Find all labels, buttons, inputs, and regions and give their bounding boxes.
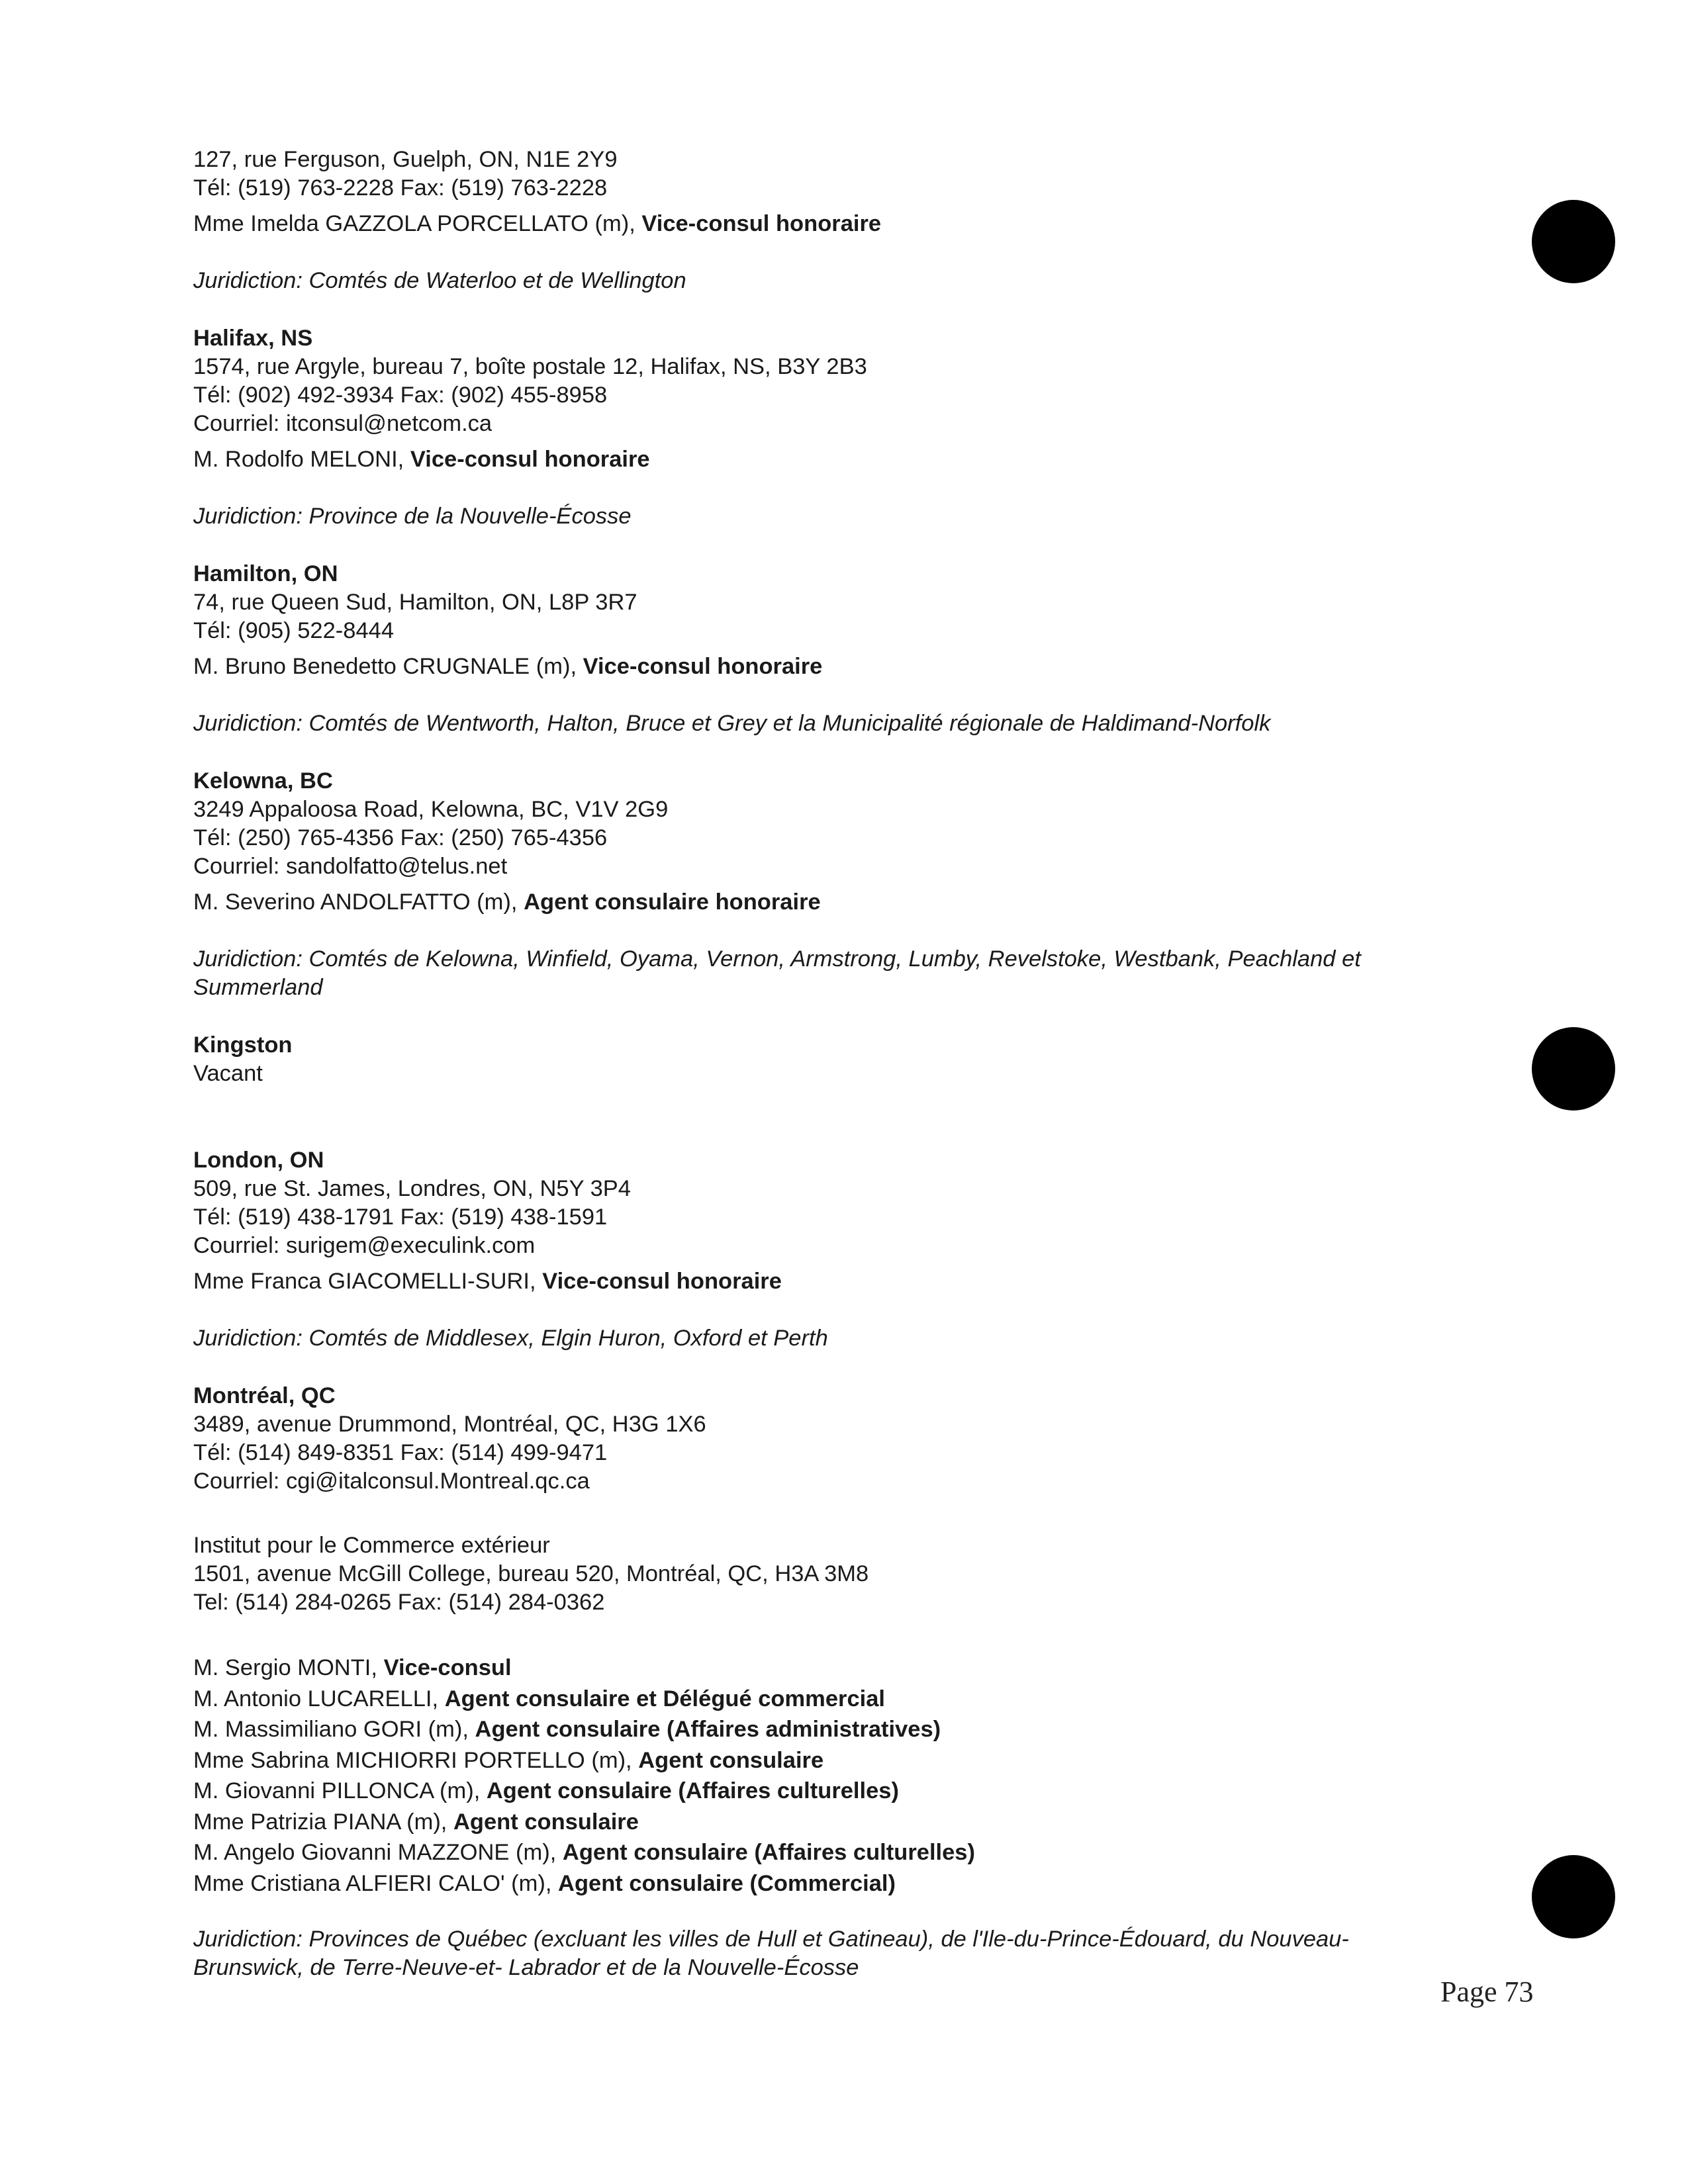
entry-montreal bbox=[193, 1382, 1517, 1982]
role: Agent consulaire (Affaires culturelles) bbox=[562, 1840, 975, 1865]
jurisdiction: Juridiction: Comtés de Middlesex, Elgin Huron, Oxford et Perth bbox=[193, 1326, 828, 1351]
staff-line bbox=[193, 1807, 1517, 1838]
entry-hamilton bbox=[193, 560, 1517, 738]
jurisdiction: Juridiction: Comtés de Waterloo et de Wellington bbox=[193, 268, 686, 293]
person-name: M. Severino ANDOLFATTO (m), bbox=[193, 889, 518, 915]
punch-hole-bottom bbox=[1532, 1855, 1615, 1938]
jurisdiction-line-1: Juridiction: Comtés de Kelowna, Winfield, Oyama, Vernon, Armstrong, Lumby, Revelstoke, Westbank, Peachland et bbox=[193, 946, 1361, 972]
person-name: M. Sergio MONTI, bbox=[193, 1655, 377, 1680]
city-heading: Hamilton, ON bbox=[193, 561, 338, 586]
role: Vice-consul bbox=[383, 1655, 512, 1680]
phone: Tél: (519) 438-1791 Fax: (519) 438-1591 bbox=[193, 1205, 608, 1230]
role: Agent consulaire et Délégué commercial bbox=[444, 1686, 886, 1711]
person-name: M. Angelo Giovanni MAZZONE (m), bbox=[193, 1840, 557, 1865]
institute-name: Institut pour le Commerce extérieur bbox=[193, 1533, 550, 1558]
staff-line bbox=[193, 1868, 1517, 1899]
address: 509, rue St. James, Londres, ON, N5Y 3P4 bbox=[193, 1176, 631, 1201]
consul-line bbox=[193, 888, 1517, 917]
staff-line bbox=[193, 1837, 1517, 1868]
page-number: Page 73 bbox=[1440, 1976, 1534, 2008]
city-heading: Kingston bbox=[193, 1032, 293, 1058]
address: 1574, rue Argyle, bureau 7, boîte postale 12, Halifax, NS, B3Y 2B3 bbox=[193, 354, 867, 379]
role: Agent consulaire (Commercial) bbox=[558, 1870, 896, 1896]
punch-hole-top bbox=[1532, 200, 1615, 283]
jurisdiction: Juridiction: Comtés de Wentworth, Halton, Bruce et Grey et la Municipalité régionale de Haldimand-Norfolk bbox=[193, 711, 1271, 736]
person-name: M. Bruno Benedetto CRUGNALE (m), bbox=[193, 654, 577, 679]
address: 127, rue Ferguson, Guelph, ON, N1E 2Y9 bbox=[193, 147, 618, 172]
entry-halifax bbox=[193, 324, 1517, 531]
role: Vice-consul honoraire bbox=[542, 1269, 782, 1294]
entry-kingston bbox=[193, 1031, 1517, 1088]
email: Courriel: itconsul@netcom.ca bbox=[193, 411, 492, 436]
phone: Tél: (519) 763-2228 Fax: (519) 763-2228 bbox=[193, 175, 608, 201]
email: Courriel: surigem@execulink.com bbox=[193, 1233, 536, 1258]
consul-line bbox=[193, 210, 1517, 238]
email: Courriel: cgi@italconsul.Montreal.qc.ca bbox=[193, 1469, 590, 1494]
consul-line bbox=[193, 1267, 1517, 1296]
jurisdiction: Juridiction: Province de la Nouvelle-Écosse bbox=[193, 504, 632, 529]
person-name: Mme Franca GIACOMELLI-SURI, bbox=[193, 1269, 536, 1294]
phone: Tél: (905) 522-8444 bbox=[193, 618, 395, 643]
person-name: Mme Sabrina MICHIORRI PORTELLO (m), bbox=[193, 1747, 632, 1773]
consul-line bbox=[193, 653, 1517, 681]
person-name: Mme Patrizia PIANA (m), bbox=[193, 1809, 447, 1835]
staff-line bbox=[193, 1653, 1517, 1684]
city-heading: London, ON bbox=[193, 1148, 324, 1173]
staff-list bbox=[193, 1653, 1517, 1899]
entry-kelowna bbox=[193, 767, 1517, 1002]
role: Agent consulaire (Affaires culturelles) bbox=[486, 1778, 899, 1803]
role: Agent consulaire bbox=[453, 1809, 639, 1835]
person-name: M. Giovanni PILLONCA (m), bbox=[193, 1778, 481, 1803]
person-name: M. Antonio LUCARELLI, bbox=[193, 1686, 439, 1711]
consul-line bbox=[193, 445, 1517, 474]
role: Agent consulaire honoraire bbox=[524, 889, 821, 915]
role: Agent consulaire bbox=[638, 1747, 824, 1773]
address: 3489, avenue Drummond, Montréal, QC, H3G 1X6 bbox=[193, 1412, 706, 1437]
role: Vice-consul honoraire bbox=[410, 447, 650, 472]
institute-phone: Tel: (514) 284-0265 Fax: (514) 284-0362 bbox=[193, 1590, 605, 1615]
city-heading: Halifax, NS bbox=[193, 326, 313, 351]
person-name: Mme Cristiana ALFIERI CALO' (m), bbox=[193, 1870, 552, 1896]
address: 3249 Appaloosa Road, Kelowna, BC, V1V 2G9 bbox=[193, 797, 669, 822]
jurisdiction-line-1: Juridiction: Provinces de Québec (excluant les villes de Hull et Gatineau), de l'Ile-du-Prince-Édouard, du Nouveau- bbox=[193, 1927, 1349, 1952]
phone: Tél: (902) 492-3934 Fax: (902) 455-8958 bbox=[193, 383, 608, 408]
entry-london bbox=[193, 1146, 1517, 1353]
email: Courriel: sandolfatto@telus.net bbox=[193, 854, 508, 879]
punch-hole-middle bbox=[1532, 1027, 1615, 1111]
person-name: M. Massimiliano GORI (m), bbox=[193, 1717, 469, 1742]
jurisdiction-line-2: Brunswick, de Terre-Neuve-et- Labrador et de la Nouvelle-Écosse bbox=[193, 1955, 859, 1980]
person-name: M. Rodolfo MELONI, bbox=[193, 447, 404, 472]
vacancy-status: Vacant bbox=[193, 1061, 263, 1086]
staff-line bbox=[193, 1745, 1517, 1776]
institute-address: 1501, avenue McGill College, bureau 520, Montréal, QC, H3A 3M8 bbox=[193, 1561, 869, 1586]
document-body bbox=[193, 146, 1517, 1982]
staff-line bbox=[193, 1714, 1517, 1745]
jurisdiction-line-2: Summerland bbox=[193, 975, 323, 1000]
phone: Tél: (250) 765-4356 Fax: (250) 765-4356 bbox=[193, 825, 608, 850]
city-heading: Montréal, QC bbox=[193, 1383, 336, 1408]
role: Vice-consul honoraire bbox=[583, 654, 823, 679]
address: 74, rue Queen Sud, Hamilton, ON, L8P 3R7 bbox=[193, 590, 637, 615]
city-heading: Kelowna, BC bbox=[193, 768, 333, 794]
staff-line bbox=[193, 1684, 1517, 1715]
entry-guelph bbox=[193, 146, 1517, 295]
role: Agent consulaire (Affaires administratives) bbox=[475, 1717, 941, 1742]
staff-line bbox=[193, 1776, 1517, 1807]
role: Vice-consul honoraire bbox=[641, 211, 882, 236]
person-name: Mme Imelda GAZZOLA PORCELLATO (m), bbox=[193, 211, 635, 236]
phone: Tél: (514) 849-8351 Fax: (514) 499-9471 bbox=[193, 1440, 608, 1465]
